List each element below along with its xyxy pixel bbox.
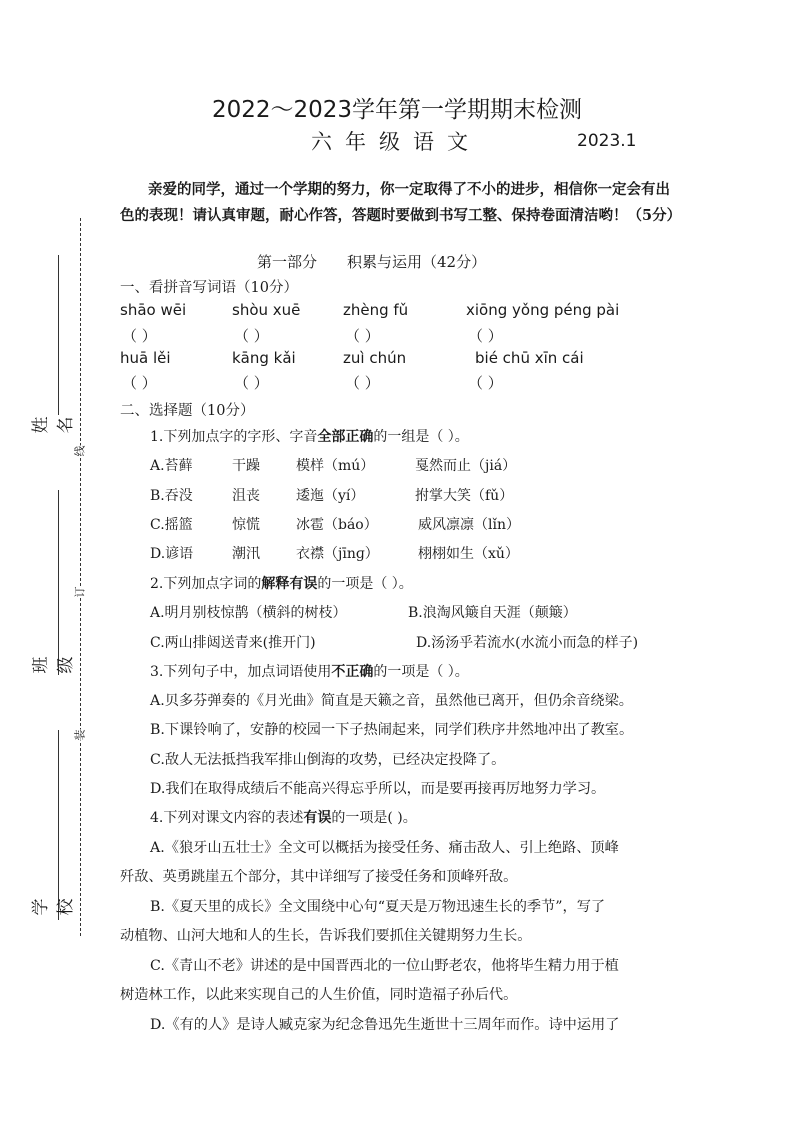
pinyin-item: bié chū xīn cái — [475, 349, 584, 367]
intro-paragraph: 亲爱的同学，通过一个学期的努力，你一定取得了不小的进步，相信你一定会有出色的表现！请认真审题，耐心作答，答题时要做到书写工整、保持卷面清洁哟！（5分） — [120, 181, 682, 224]
q2-option-b: B.浪淘风簸自天涯（颠簸） — [408, 605, 577, 621]
name-blank-line — [58, 255, 59, 415]
part-name: 第一部分 — [257, 253, 318, 271]
pinyin-item: huā lěi — [120, 349, 171, 367]
pinyin-item: zuì chún — [343, 349, 407, 367]
q3-option-a: A.贝多芬弹奏的《月光曲》简直是天籁之音，虽然他已离开，但仍余音绕梁。 — [150, 693, 633, 709]
stem-text: 的一项是（ ）。 — [373, 664, 469, 680]
q3-option-b: B.下课铃响了，安静的校园一下子热闹起来，同学们秩序井然地冲出了教室。 — [150, 722, 634, 738]
q4-option-d-line1: D.《有的人》是诗人臧克家为纪念鲁迅先生逝世十三周年而作。诗中运用了 — [150, 1017, 620, 1033]
answer-blank[interactable]: （ ） — [345, 327, 380, 345]
stem-emphasis: 全部正确 — [317, 429, 374, 445]
binding-mark-staple: 订 — [73, 586, 87, 598]
exam-date: 2023.1 — [577, 131, 637, 151]
section2-title: 二、选择题（10分） — [120, 403, 255, 419]
q4-option-b-line1: B.《夏天里的成长》全文围绕中心句“夏天是万物迅速生长的季节”，写了 — [150, 899, 606, 915]
section1-title: 一、看拼音写词语（10分） — [120, 280, 298, 296]
answer-blank[interactable]: （ ） — [234, 327, 269, 345]
stem-text: 1.下列加点字的字形、字音 — [150, 429, 318, 445]
q1-option-d-word4: 栩栩如生（xǔ） — [418, 546, 519, 562]
q1-option-c-word2: 惊慌 — [232, 517, 260, 533]
stem-emphasis: 不正确 — [331, 664, 374, 680]
q4-option-a-line2: 歼敌、英勇跳崖五个部分，其中详细写了接受任务和顶峰歼敌。 — [120, 869, 518, 885]
question-1-stem — [150, 426, 469, 446]
q4-option-b-line2: 动植物、山河大地和人的生长，告诉我们要抓住关键期努力生长。 — [120, 928, 532, 944]
q1-option-c-word4: 威风凛凛（lǐn） — [418, 517, 520, 533]
q1-option-c-word3: 冰雹（báo） — [296, 517, 378, 533]
stem-text: 的一项是（ ）。 — [317, 576, 413, 592]
class-label: 班级 — [31, 656, 76, 674]
stem-emphasis: 有误 — [303, 810, 332, 826]
stem-text: 2.下列加点字词的 — [150, 576, 262, 592]
q1-option-d-word3: 衣襟（jīnɡ） — [296, 546, 379, 562]
pinyin-item: kāng kǎi — [232, 349, 296, 367]
question-2-stem — [150, 573, 413, 593]
part-title: 积累与运用（42分） — [347, 253, 487, 271]
question-4-stem — [150, 807, 417, 827]
class-blank-line — [58, 490, 59, 675]
q2-option-c: C.两山排闼送青来(推开门) — [150, 635, 316, 651]
part-heading — [257, 251, 486, 272]
exam-subtitle: 六年级语文 — [311, 130, 481, 154]
q1-option-d-word2: 潮汛 — [232, 546, 260, 562]
q1-option-a-word2: 干躁 — [232, 458, 260, 474]
q3-option-d: D.我们在取得成绩后不能高兴得忘乎所以，而是要再接再厉地努力学习。 — [150, 781, 606, 797]
stem-emphasis: 解释有误 — [261, 576, 318, 592]
q1-option-b-word3: 逶迤（yí） — [296, 488, 365, 504]
q1-option-d-word1: D.谚语 — [150, 546, 194, 562]
pinyin-item: shòu xuē — [232, 301, 301, 319]
q1-option-b-word4: 拊掌大笑（fǔ） — [415, 488, 514, 504]
stem-text: 3.下列句子中，加点词语使用 — [150, 664, 332, 680]
answer-blank[interactable]: （ ） — [234, 374, 269, 392]
pinyin-item: zhèng fǔ — [343, 301, 409, 319]
answer-blank[interactable]: （ ） — [468, 327, 503, 345]
q4-option-c-line1: C.《青山不老》讲述的是中国晋西北的一位山野老农，他将毕生精力用于植 — [150, 958, 619, 974]
pinyin-item: shāo wēi — [120, 301, 187, 319]
q1-option-b-word1: B.吞没 — [150, 488, 193, 504]
answer-blank[interactable]: （ ） — [122, 327, 157, 345]
q1-option-a-word1: A.苔藓 — [150, 458, 193, 474]
q2-option-a: A.明月别枝惊鹊（横斜的树枝） — [150, 605, 347, 621]
binding-mark-line: 线 — [73, 445, 87, 457]
q1-option-c-word1: C.摇篮 — [150, 517, 193, 533]
answer-blank[interactable]: （ ） — [468, 374, 503, 392]
pinyin-item: xiōng yǒng péng pài — [466, 301, 620, 319]
answer-blank[interactable]: （ ） — [345, 374, 380, 392]
q3-option-c: C.敌人无法抵挡我军排山倒海的攻势，已经决定投降了。 — [150, 752, 506, 768]
q4-option-a-line1: A.《狼牙山五壮士》全文可以概括为接受任务、痛击敌人、引上绝路、顶峰 — [150, 840, 619, 856]
stem-text: 4.下列对课文内容的表述 — [150, 810, 304, 826]
q2-option-d: D.汤汤乎若流水(水流小而急的样子) — [416, 635, 639, 651]
exam-title: 2022～2023学年第一学期期末检测 — [211, 97, 583, 123]
q1-option-b-word2: 沮丧 — [232, 488, 260, 504]
binding-dashed-line — [80, 218, 81, 936]
answer-blank[interactable]: （ ） — [122, 374, 157, 392]
school-label: 学校 — [31, 898, 76, 916]
question-3-stem — [150, 661, 469, 681]
stem-text: 的一组是（ ）。 — [373, 429, 469, 445]
q4-option-c-line2: 树造林工作，以此来实现自己的人生价值，同时造福子孙后代。 — [120, 987, 518, 1003]
q1-option-a-word4: 戛然而止（jiá） — [415, 458, 517, 474]
stem-text: 的一项是( )。 — [331, 810, 417, 826]
name-label: 姓名 — [31, 416, 76, 434]
q1-option-a-word3: 模样（mú） — [296, 458, 375, 474]
binding-mark-bind: 装 — [73, 729, 87, 741]
